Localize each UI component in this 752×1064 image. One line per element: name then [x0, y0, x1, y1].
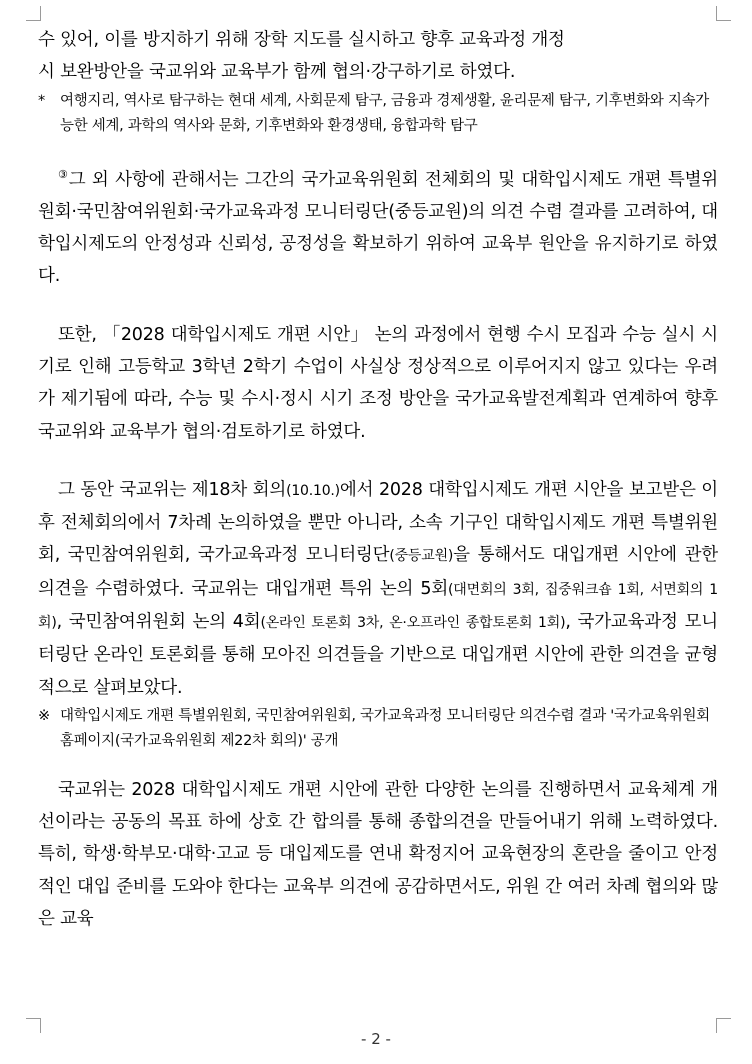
document-body	[38, 24, 718, 935]
item-mark: ③	[58, 167, 69, 181]
parenthetical-note: (중등교원)	[389, 548, 454, 565]
footnote-text: 여행지리, 역사로 탐구하는 현대 세계, 사회문제 탐구, 금융과 경제생활, 윤리문제 탐구, 기후변화와 지속가능한 세계, 과학의 역사와 문화, 기후변화와 환경생태, 융합과학 탐구	[60, 92, 709, 134]
footnote-mark: ※	[38, 707, 50, 724]
paragraph-text: , 국가교육과정 모니터링단 온라인 토론회를 통해 모아진 의견들을 기반으로 대입개편 시안에 관한 의견을 균형적으로 살펴보았다.	[38, 611, 718, 698]
paragraph-text: , 국민참여위원회 논의 4회	[56, 611, 261, 632]
paragraph-other-matters	[38, 159, 718, 293]
corner-mark-top-left	[26, 6, 41, 21]
footnote-text: 대학입시제도 개편 특별위원회, 국민참여위원회, 국가교육과정 모니터링단 의견수렴 결과 '국가교육위원회 홈페이지(국가교육위원회 제22차 회의)' 공개	[60, 707, 710, 749]
paragraph-line: 수 있어, 이를 방지하기 위해 장학 지도를 실시하고 향후 교육과정 개정	[38, 30, 565, 50]
paragraph-text: 그 동안 국교위는 제18차 회의	[58, 479, 287, 500]
corner-mark-top-right	[716, 6, 731, 21]
paragraph-text: 국교위는 2028 대학입시제도 개편 시안에 관한 다양한 논의를 진행하면서 교육체계 개선이라는 공동의 목표 하에 상호 간 합의를 통해 종합의견을 만들어내기 위해 노력하였다. 특히, 학생·학부모·대학·고교 등 대입제도를 연내 확정지어 교육현장의 혼란을 줄이고 안정적인 대입 준비를 도와야 한다는 교육부 의견에 공감하면서도, 위원 간 여러 차례 협의와 많은 교육	[38, 779, 718, 930]
parenthetical-note: (온라인 토론회 3차, 온·오프라인 종합토론회 1회)	[260, 614, 566, 631]
footnote-mark: *	[38, 92, 45, 109]
footnote-disclosure	[38, 704, 718, 754]
paragraph-text: 또한, 「2028 대학입시제도 개편 시안」 논의 과정에서 현행 수시 모집과 수능 실시 시기로 인해 고등학교 3학년 2학기 수업이 사실상 정상적으로 이루어지지 않고 있다는 우려가 제기됨에 따라, 수능 및 수시·정시 시기 조정 방안을 국가교육발전계획과 연계하여 향후 국교위와 교육부가 협의·검토하기로 하였다.	[38, 324, 718, 442]
paragraph-continued	[38, 24, 718, 89]
paragraph-consensus	[38, 774, 718, 935]
paragraph-text: 을 통해서도 대입개편 시안에 관한 의견을 수렴하였다. 국교위는 대입개편 특위 논의 5회	[38, 545, 718, 599]
meeting-date: (10.10.)	[286, 482, 340, 499]
paragraph-exam-schedule	[38, 319, 718, 448]
paragraph-text: 에서 2028 대학입시제도 개편 시안을 보고받은 이후 전체회의에서 7차례 논의하였을 뿐만 아니라, 소속 기구인 대학입시제도 개편 특별위원회, 국민참여위원회, 국가교육과정 모니터링단	[38, 479, 718, 566]
paragraph-line: 시 보완방안을 국교위와 교육부가 함께 협의·강구하기로 하였다.	[38, 62, 516, 83]
paragraph-deliberation	[38, 474, 718, 704]
footnote-subjects	[38, 89, 718, 139]
parenthetical-note: (대면회의 3회, 집중워크숍 1회, 서면회의 1회)	[38, 581, 719, 631]
page-number: - 2 -	[361, 1030, 391, 1048]
paragraph-text: 그 외 사항에 관해서는 그간의 국가교육위원회 전체회의 및 대학입시제도 개편 특별위원회·국민참여위원회·국가교육과정 모니터링단(중등교원)의 의견 수렴 결과를 고려하여, 대학입시제도의 안정성과 신뢰성, 공정성을 확보하기 위하여 교육부 원안을 유지하기로 하였다.	[38, 169, 718, 287]
